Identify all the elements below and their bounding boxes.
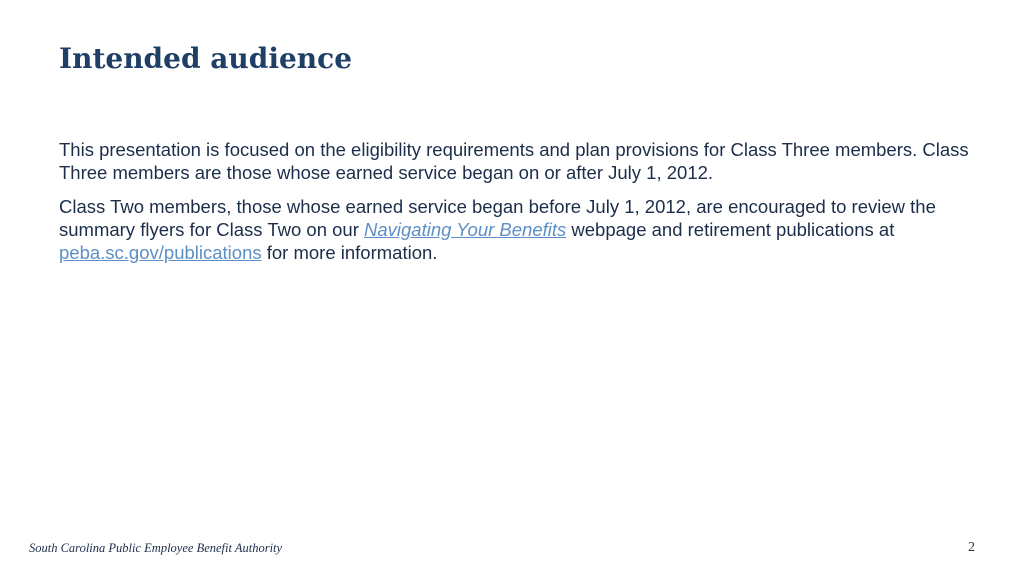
navigating-your-benefits-link[interactable]: Navigating Your Benefits: [364, 219, 567, 240]
paragraph-class-two: [59, 195, 979, 264]
paragraph-class-three: [59, 138, 979, 184]
slide-body: [59, 138, 979, 275]
publications-link[interactable]: peba.sc.gov/publications: [59, 242, 262, 263]
paragraph-class-two-end: for more information.: [261, 242, 438, 263]
paragraph-class-two-intro: Class Two members, those whose earned service began before July 1, 2012, are encouraged to review the summary flyers for Class Two on our: [59, 196, 936, 240]
paragraph-class-three-text: This presentation is focused on the eligibility requirements and plan provisions for Class Three members. Class Three members are those whose earned service began on or after July 1, 2012.: [59, 139, 969, 183]
page-number: 2: [968, 540, 975, 555]
footer-organization: South Carolina Public Employee Benefit Authority: [29, 541, 283, 555]
paragraph-class-two-middle: webpage and retirement publications at: [566, 219, 895, 240]
slide-title: Intended audience: [59, 42, 353, 75]
